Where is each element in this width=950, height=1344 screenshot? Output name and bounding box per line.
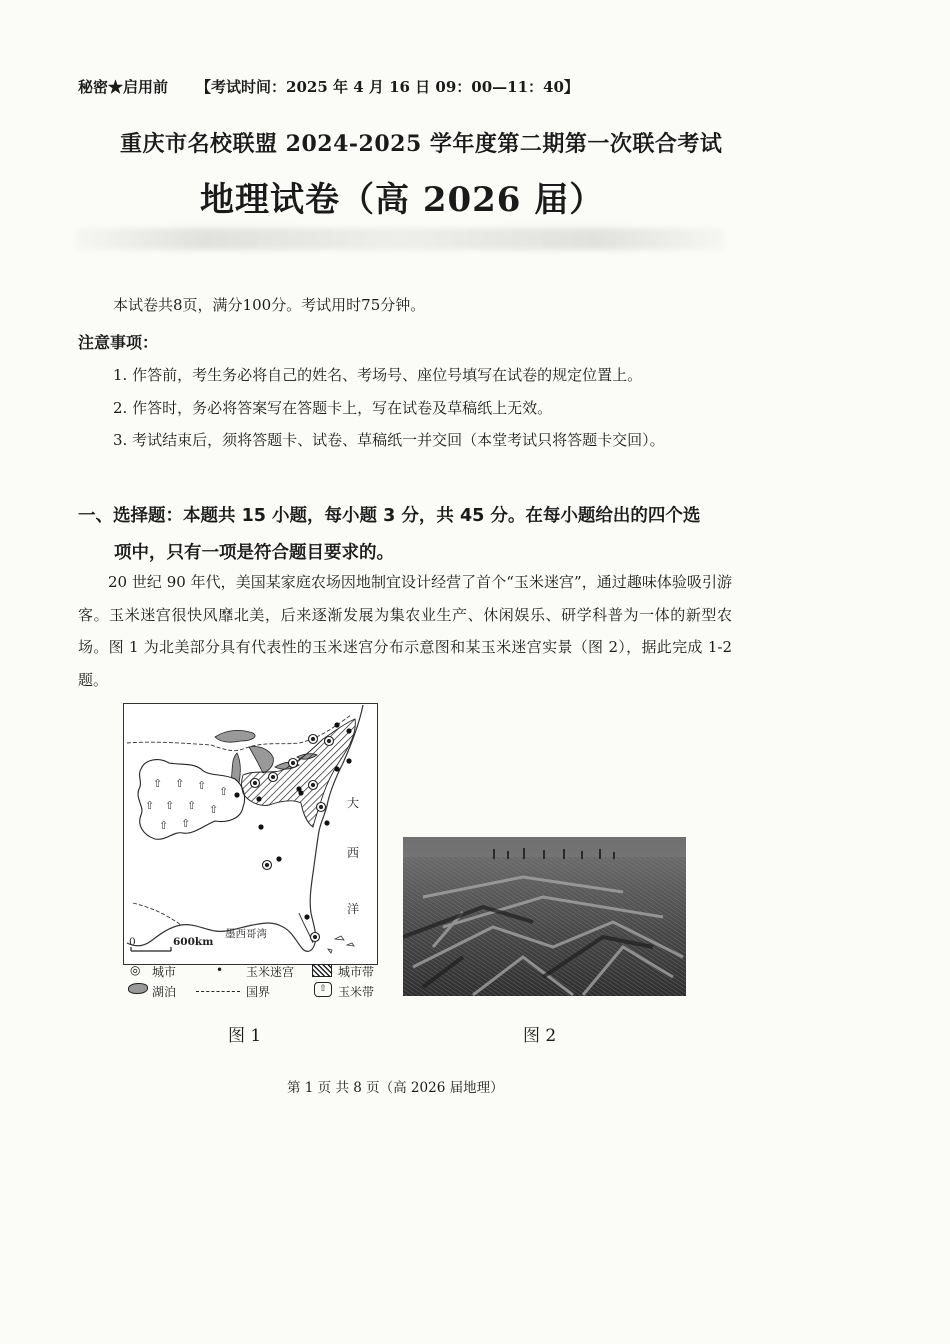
svg-text:⇧: ⇧ (209, 803, 219, 816)
notice-item: 3. 考试结束后，须将答题卡、试卷、草稿纸一并交回（本堂考试只将答题卡交回）。 (113, 431, 665, 449)
city-belt-legend-icon (312, 964, 332, 977)
border-legend-icon (196, 991, 240, 992)
legend-city-belt: 城市带 (338, 965, 375, 979)
figure-1-caption: 图 1 (228, 1026, 262, 1046)
svg-text:⇧: ⇧ (145, 799, 155, 812)
section-heading (78, 498, 738, 572)
intro-text: 本试卷共8页，满分100分。考试用时75分钟。 (113, 296, 426, 314)
scale-zero: 0 (129, 936, 136, 948)
ocean-char: 洋 (347, 902, 360, 916)
svg-text:⇧: ⇧ (219, 785, 229, 798)
notice-heading: 注意事项： (78, 333, 159, 352)
map-legend (128, 963, 388, 1003)
section-heading-line2: 项中，只有一项是符合题目要求的。 (114, 543, 394, 563)
svg-text:⇧: ⇧ (197, 779, 207, 792)
notice-item: 2. 作答时，务必将答案写在答题卡上，写在试卷及草稿纸上无效。 (113, 399, 553, 417)
svg-text:⇧: ⇧ (175, 777, 185, 790)
exam-name: 重庆市名校联盟 2024-2025 学年度第二期第一次联合考试 (120, 131, 723, 157)
corn-maze-map (123, 703, 378, 965)
svg-text:⇧: ⇧ (153, 777, 163, 790)
svg-text:⇧: ⇧ (181, 817, 191, 830)
svg-text:⇧: ⇧ (165, 799, 175, 812)
svg-text:⇧: ⇧ (159, 819, 169, 832)
legend-lake: 湖泊 (152, 985, 177, 999)
legend-maze: 玉米迷宫 (246, 965, 295, 979)
scale-value: 600km (173, 936, 214, 948)
legend-border: 国界 (246, 985, 271, 999)
page-footer: 第 1 页 共 8 页（高 2026 届地理） (287, 1080, 504, 1096)
passage-text: 20 世纪 90 年代，美国某家庭农场因地制宜设计经营了首个“玉米迷宫”，通过趣味体验吸引游客。玉米迷宫很快风靡北美，后来逐渐发展为集农业生产、休闲娱乐、研学科普为一体的新型农场。图 1 为北美部分具有代表性的玉米迷宫分布示意图和某玉米迷宫实景（图 2），据此完成 1-2 题。 (78, 573, 732, 689)
city-legend-icon: ◎ (130, 963, 141, 977)
lake-legend-icon (128, 983, 148, 994)
blurred-info-band (75, 228, 725, 250)
section-heading-line1: 一、选择题：本题共 15 小题，每小题 3 分，共 45 分。在每小题给出的四个选 (78, 506, 701, 526)
notice-item: 1. 作答前，考生务必将自己的姓名、考场号、座位号填写在试卷的规定位置上。 (113, 366, 643, 384)
question-passage (78, 566, 732, 696)
exam-time: 【考试时间：2025 年 4 月 16 日 09：00—11：40】 (196, 78, 579, 96)
corn-belt-legend-icon: ⇧ (314, 982, 332, 997)
corn-maze-photo (403, 837, 686, 996)
ocean-char: 西 (347, 846, 360, 860)
gulf-label: 墨西哥湾 (225, 928, 267, 940)
svg-text:⇧: ⇧ (187, 799, 197, 812)
header-line (78, 76, 579, 97)
confidential-label: 秘密★启用前 (78, 78, 169, 96)
maze-legend-icon: • (216, 963, 224, 977)
legend-city: 城市 (152, 965, 177, 979)
ocean-char: 大 (347, 796, 360, 810)
legend-corn-belt: 玉米带 (338, 985, 375, 999)
paper-title: 地理试卷（高 2026 届） (200, 180, 605, 220)
figure-2-caption: 图 2 (523, 1026, 557, 1046)
